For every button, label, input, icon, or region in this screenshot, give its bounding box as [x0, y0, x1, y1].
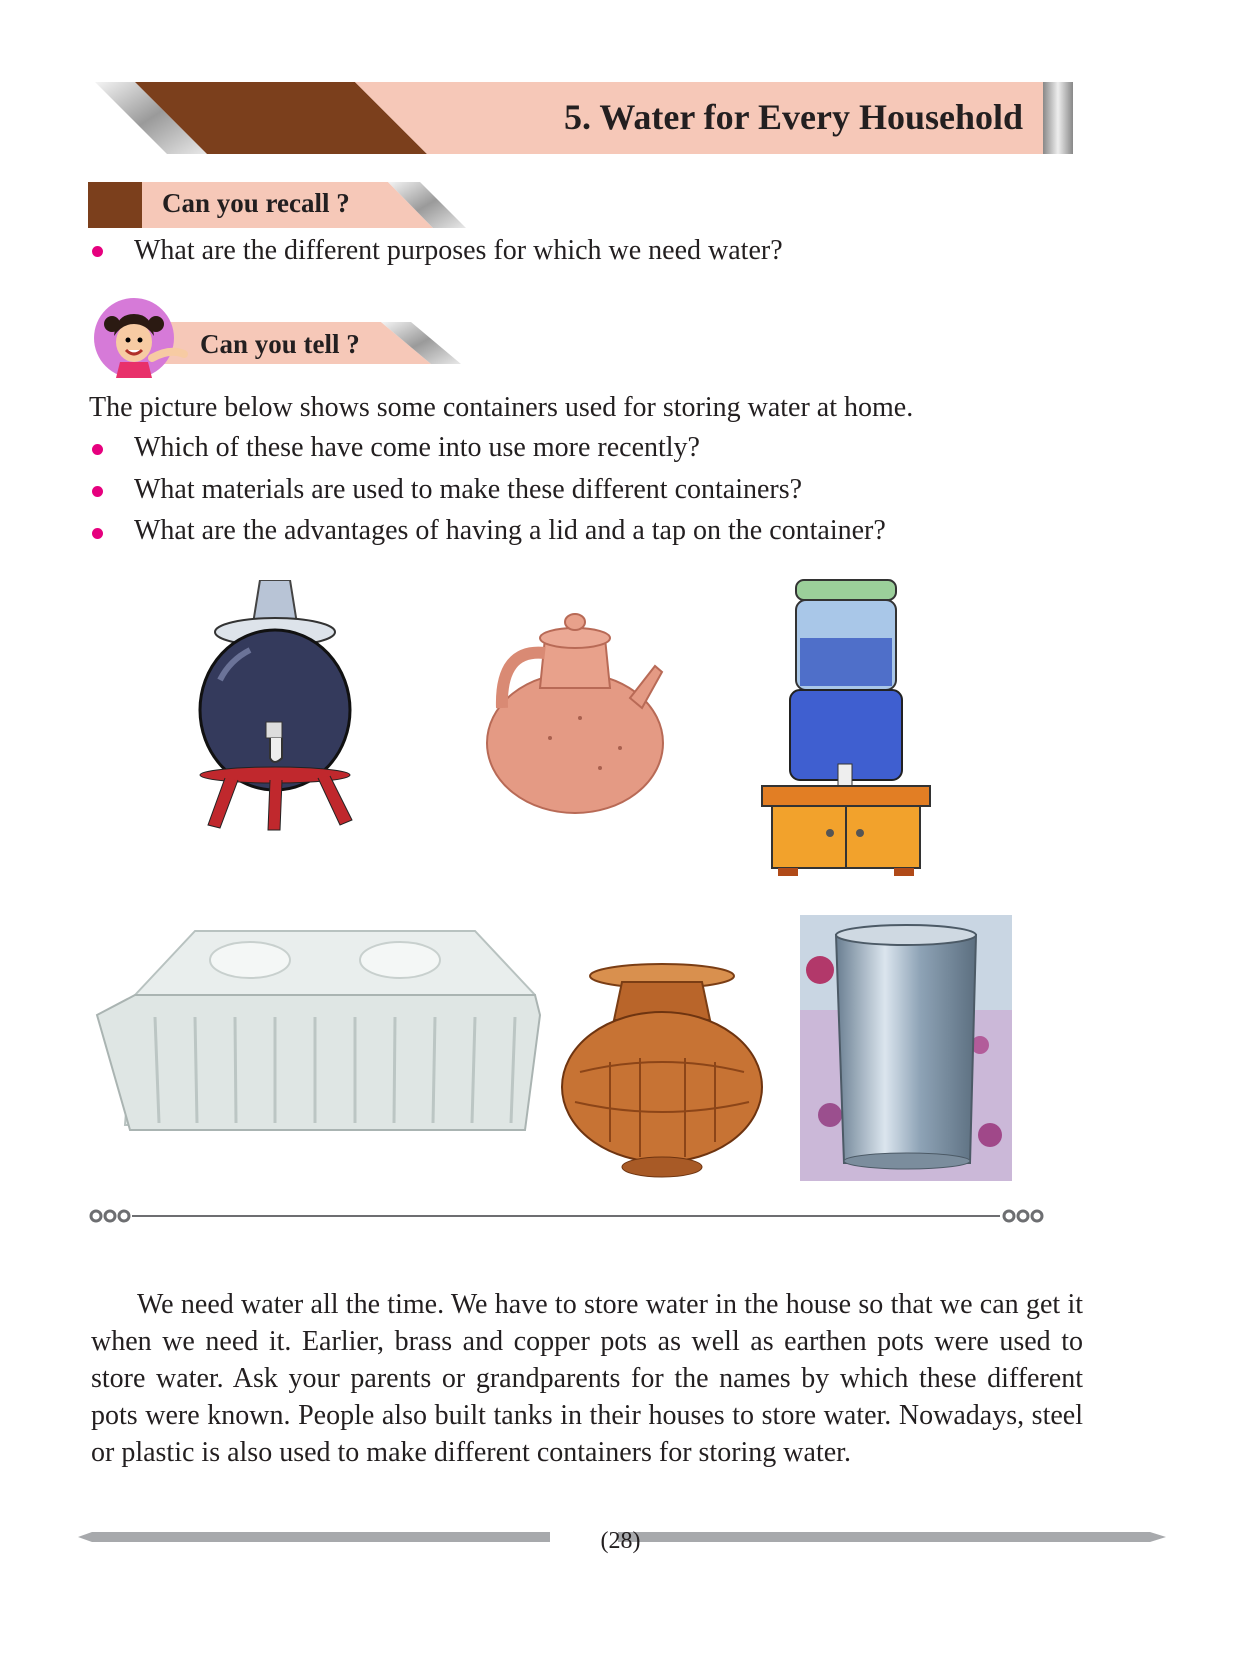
copper-pot-icon [560, 962, 765, 1187]
page-number: (28) [600, 1528, 641, 1554]
girl-mascot-icon [86, 296, 190, 385]
bullet-dot [92, 444, 103, 455]
section-divider [88, 1208, 1045, 1229]
bullet-dot [92, 528, 103, 539]
chapter-banner [95, 82, 1085, 154]
recall-question: What are the different purposes for which we need water? [134, 235, 783, 266]
tell-question-3: What are the advantages of having a lid and a tap on the container? [134, 515, 886, 546]
clay-jug-icon [480, 608, 680, 823]
earthen-pot-with-tap-on-stand-icon [190, 580, 370, 845]
body-paragraph: We need water all the time. We have to store water in the house so that we can get it when we need it. Earlier, brass and copper pots as well as earthen pots were used to store water. Ask your parents or grandparents for the names by which these different pots were known. People also built tanks in their houses to store water. Nowadays, steel or plastic is also used to make different containers for storing water. [91, 1289, 1083, 1468]
recall-heading: Can you recall ? [162, 188, 350, 218]
tell-heading: Can you tell ? [200, 329, 360, 359]
tell-question-1: Which of these have come into use more recently? [134, 432, 700, 463]
bullet-dot [92, 486, 103, 497]
water-dispenser-on-cabinet-icon [760, 578, 940, 883]
recall-banner [88, 182, 488, 228]
steel-drum-icon [800, 915, 1012, 1186]
plastic-water-tank-icon [95, 925, 545, 1140]
tell-question-2: What materials are used to make these different containers? [134, 474, 803, 505]
tell-intro: The picture below shows some containers used for storing water at home. [89, 392, 914, 423]
bullet-dot [92, 246, 103, 257]
chapter-title: 5. Water for Every Household [564, 97, 1023, 137]
tell-banner [86, 296, 466, 380]
